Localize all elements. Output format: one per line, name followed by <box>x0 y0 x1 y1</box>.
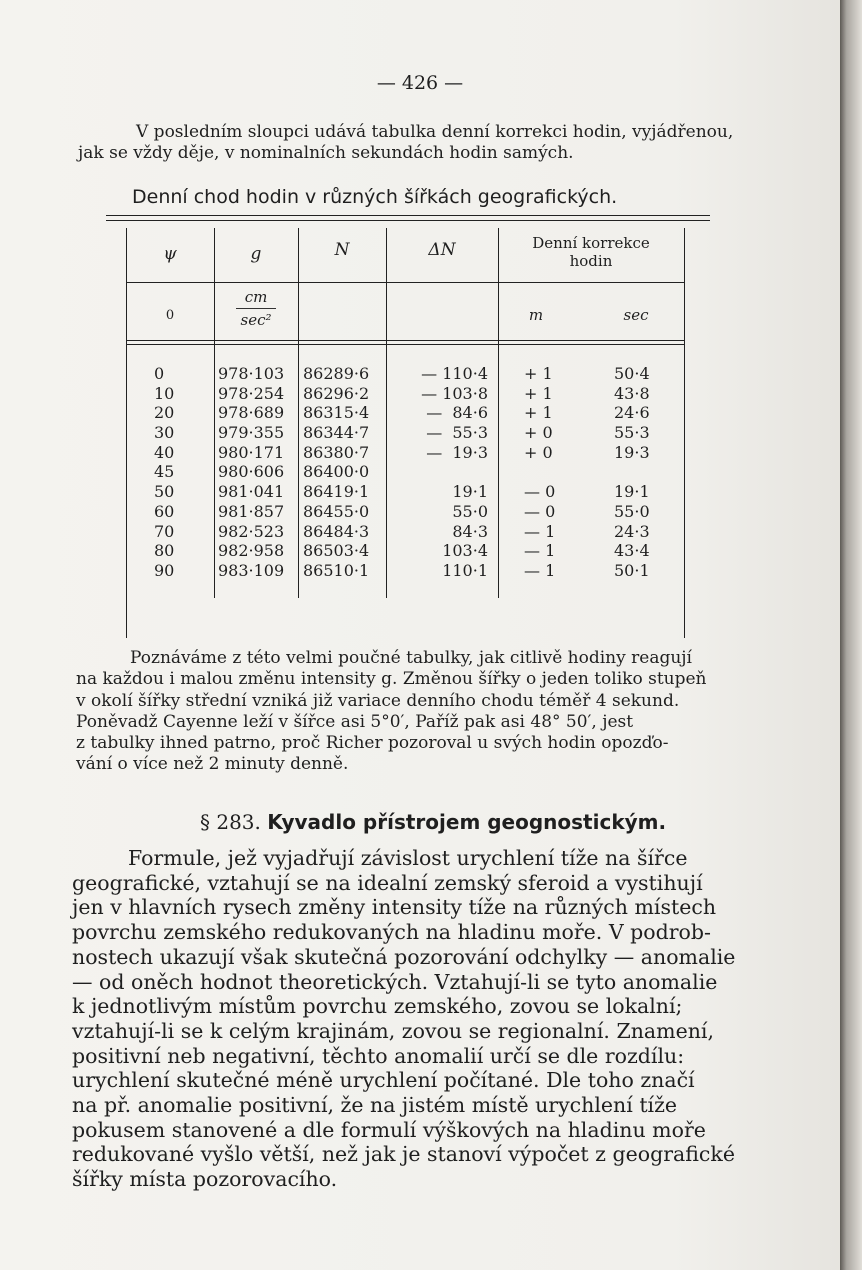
table-cell-dn: 103·4 <box>442 541 488 561</box>
table-cell-psi: 30 <box>154 423 175 443</box>
paragraph-line: Poznáváme z této velmi poučné tabulky, jak citlivě hodiny reagují <box>130 648 692 668</box>
table-cell-n: 86510·1 <box>303 560 370 580</box>
table-cell-seconds: 50·1 <box>614 560 650 580</box>
gravity-table <box>126 228 686 638</box>
table-caption: Denní chod hodin v různých šířkách geografických. <box>132 186 618 208</box>
table-cell-minutes <box>524 462 555 482</box>
section-heading <box>200 810 666 834</box>
table-cell-dn: — 110·4 <box>421 364 488 383</box>
table-cell-psi: 45 <box>154 462 175 482</box>
table-cell-psi: 10 <box>154 383 175 403</box>
caption-rule <box>106 220 710 221</box>
table-cell-seconds: 19·1 <box>614 482 650 502</box>
table-cell-minutes: + 1 <box>524 403 553 423</box>
header-correction <box>498 234 684 270</box>
paragraph-line: jen v hlavních rysech změny intensity tíže na různých místech <box>72 895 717 920</box>
table-cell-minutes: — 0 <box>524 482 556 502</box>
table-cell-g: 979·355 <box>218 423 285 443</box>
unit-g-denominator: sec² <box>236 308 276 331</box>
paragraph-line: v okolí šířky střední vzniká již variace denního chodu téměř 4 sekund. <box>76 690 680 711</box>
paragraph-line: povrchu zemského redukovaných na hladinu moře. V podrob- <box>72 920 711 945</box>
table-cell-seconds: 24·6 <box>614 403 650 423</box>
table-cell-psi: 90 <box>154 560 175 580</box>
table-cell-psi: 0 <box>154 364 165 383</box>
page-number: — 426 — <box>376 72 464 94</box>
table-cell-g: 978·689 <box>218 403 285 423</box>
table-cell-psi: 70 <box>154 521 175 541</box>
unit-degree: 0 <box>165 308 175 323</box>
paragraph-line: na př. anomalie positivní, že na jistém místě urychlení tíže <box>72 1093 678 1118</box>
table-cell-psi: 20 <box>154 403 175 423</box>
table-cell-dn: — 103·8 <box>421 383 488 403</box>
paragraph-line: — od oněch hodnot theoretických. Vztahují-li se tyto anomalie <box>72 969 718 994</box>
table-rule <box>386 228 387 598</box>
table-rule <box>214 228 215 598</box>
header-correction-line: hodin <box>569 252 613 270</box>
paragraph-line: positivní neb negativní, těchto anomalií určí se dle rozdílu: <box>72 1043 685 1068</box>
paragraph-2 <box>72 846 740 1192</box>
table-cell-n: 86380·7 <box>303 442 370 462</box>
table-cell-seconds <box>614 462 650 482</box>
unit-g <box>214 286 298 331</box>
header-delta-n: ΔN <box>428 240 456 260</box>
table-cell-n: 86315·4 <box>303 403 370 423</box>
book-page-edge <box>840 0 862 1270</box>
table-cell-dn: — 19·3 <box>426 442 488 462</box>
table-cell-dn: 55·0 <box>452 501 488 521</box>
table-cell-seconds: 50·4 <box>614 364 650 383</box>
table-cell-seconds: 24·3 <box>614 521 650 541</box>
table-cell-dn: 84·3 <box>452 521 488 541</box>
table-rule <box>126 282 684 283</box>
paragraph-line: vztahují-li se k celým krajinám, zovou se regionalní. Znamení, <box>72 1018 714 1043</box>
table-cell-dn: — 84·6 <box>426 403 488 423</box>
column-delta-n <box>398 364 488 581</box>
table-cell-g: 981·041 <box>218 482 285 502</box>
section-number: § 283. <box>200 810 261 834</box>
table-cell-g: 980·606 <box>218 462 285 482</box>
table-cell-minutes: — 1 <box>524 560 556 580</box>
column-n <box>303 364 369 581</box>
table-cell-seconds: 55·0 <box>614 501 650 521</box>
table-cell-dn: 19·1 <box>452 482 488 502</box>
table-cell-minutes: — 1 <box>524 541 556 561</box>
table-cell-g: 978·103 <box>218 364 285 383</box>
table-cell-n: 86289·6 <box>303 364 370 383</box>
table-cell-g: 982·523 <box>218 521 285 541</box>
paragraph-line: Poněvadž Cayenne leží v šířce asi 5°0′, Paříž pak asi 48° 50′, jest <box>76 711 634 732</box>
table-cell-minutes: + 1 <box>524 383 553 403</box>
table-cell-minutes: — 1 <box>524 521 556 541</box>
unit-seconds: sec <box>623 306 649 324</box>
table-cell-dn: — 55·3 <box>426 423 488 443</box>
table-cell-n: 86419·1 <box>303 482 370 502</box>
paragraph-1 <box>76 648 741 776</box>
table-rule <box>126 228 127 638</box>
paragraph-line: šířky místa pozorovacího. <box>72 1167 338 1192</box>
table-cell-n: 86400·0 <box>303 462 370 482</box>
section-title: Kyvadlo přístrojem geognostickým. <box>267 810 667 834</box>
paragraph-line: geografické, vztahují se na idealní zemský sferoid a vystihují <box>72 870 703 895</box>
column-minutes <box>524 364 555 581</box>
table-cell-psi: 40 <box>154 442 175 462</box>
table-rule <box>684 228 685 638</box>
table-cell-psi: 60 <box>154 501 175 521</box>
table-cell-g: 981·857 <box>218 501 285 521</box>
intro-line: V posledním sloupci udává tabulka denní korrekci hodin, vyjádřenou, <box>136 122 734 142</box>
table-cell-n: 86455·0 <box>303 501 370 521</box>
header-n: N <box>334 240 350 260</box>
table-cell-g: 983·109 <box>218 560 285 580</box>
intro-text <box>78 122 738 164</box>
unit-minutes: m <box>528 306 544 324</box>
table-cell-g: 982·958 <box>218 541 285 561</box>
table-cell-n: 86296·2 <box>303 383 370 403</box>
paragraph-line: Formule, jež vyjadřují závislost urychlení tíže na šířce <box>128 846 688 870</box>
unit-g-numerator: cm <box>244 288 268 306</box>
header-psi: ψ <box>163 244 177 264</box>
table-cell-n: 86344·7 <box>303 423 370 443</box>
intro-line: jak se vždy děje, v nominalních sekundách hodin samých. <box>78 143 574 163</box>
column-seconds <box>614 364 650 581</box>
paragraph-line: z tabulky ihned patrno, proč Richer pozoroval u svých hodin opozďo- <box>76 733 669 754</box>
column-g <box>218 364 284 581</box>
table-rule <box>498 228 499 598</box>
paragraph-line: redukované vyšlo větší, než jak je stanoví výpočet z geografické <box>72 1142 735 1167</box>
header-correction-line: Denní korrekce <box>532 234 650 252</box>
paragraph-line: k jednotlivým místům povrchu zemského, zovou se lokalní; <box>72 994 683 1019</box>
table-cell-n: 86484·3 <box>303 521 370 541</box>
table-rule <box>126 340 684 341</box>
table-rule <box>298 228 299 598</box>
table-cell-seconds: 43·4 <box>614 541 650 561</box>
table-cell-n: 86503·4 <box>303 541 370 561</box>
table-cell-dn: 110·1 <box>442 560 488 580</box>
paragraph-line: urychlení skutečné méně urychlení počítané. Dle toho značí <box>72 1068 695 1093</box>
table-cell-seconds: 55·3 <box>614 423 650 443</box>
caption-rule <box>106 215 710 216</box>
table-cell-seconds: 43·8 <box>614 383 650 403</box>
table-cell-minutes: + 1 <box>524 364 553 383</box>
table-cell-minutes: + 0 <box>524 423 553 443</box>
table-cell-seconds: 19·3 <box>614 442 650 462</box>
paragraph-line: vání o více než 2 minuty denně. <box>76 754 349 775</box>
table-cell-g: 980·171 <box>218 442 285 462</box>
table-cell-psi: 80 <box>154 541 175 561</box>
table-rule <box>126 344 684 345</box>
paragraph-line: na každou i malou změnu intensity g. Změnou šířky o jeden toliko stupeň <box>76 669 707 690</box>
column-psi <box>154 364 174 581</box>
table-cell-psi: 50 <box>154 482 175 502</box>
table-cell-dn <box>398 462 488 482</box>
table-cell-g: 978·254 <box>218 383 285 403</box>
paragraph-line: pokusem stanovené a dle formulí výškových na hladinu moře <box>72 1117 706 1142</box>
header-g: g <box>250 244 262 264</box>
table-cell-minutes: + 0 <box>524 442 553 462</box>
table-cell-minutes: — 0 <box>524 501 556 521</box>
paragraph-line: nostech ukazují však skutečná pozorování odchylky — anomalie <box>72 944 736 969</box>
